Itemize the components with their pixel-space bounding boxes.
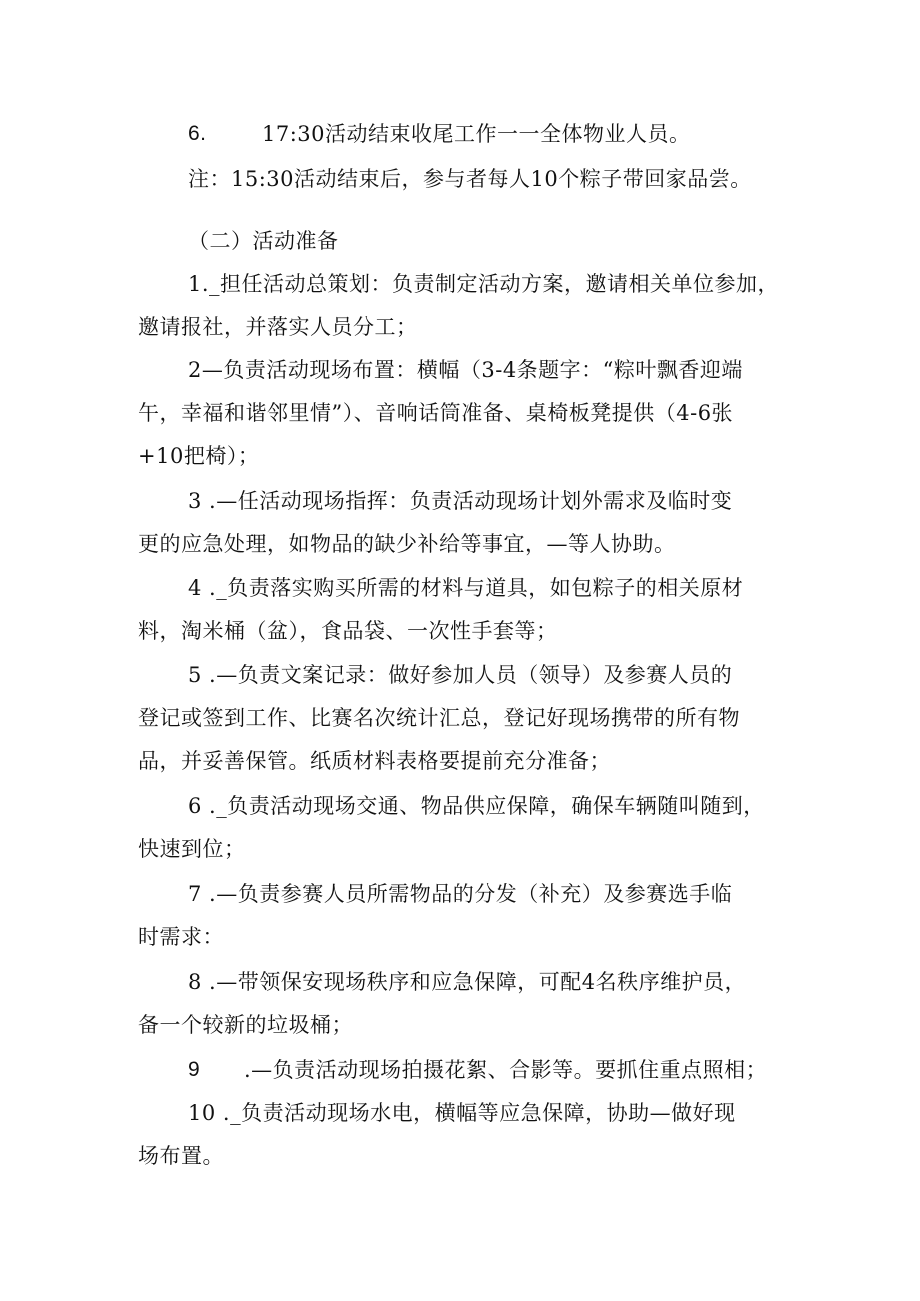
item-6-number: 6. bbox=[188, 122, 207, 145]
paragraph-3-line-1: 3 .—任活动现场指挥：负责活动现场计划外需求及临时变 bbox=[188, 489, 733, 513]
paragraph-7-line-2: 时需求： bbox=[138, 925, 224, 949]
paragraph-8-line-2: 备一个较新的垃圾桶； bbox=[138, 1013, 353, 1037]
paragraph-7-line-1: 7 .—负责参赛人员所需物品的分发（补充）及参赛选手临 bbox=[188, 882, 733, 906]
paragraph-10-line-2: 场布置。 bbox=[138, 1144, 224, 1168]
section-heading: （二）活动准备 bbox=[188, 229, 339, 253]
item-6-text: 17:30活动结束收尾工作一一全体物业人员。 bbox=[262, 122, 691, 146]
paragraph-5-line-2: 登记或签到工作、比赛名次统计汇总，登记好现场携带的所有物 bbox=[138, 706, 740, 730]
paragraph-10-line-1: 10 ._负责活动现场水电，横幅等应急保障，协助—做好现 bbox=[188, 1101, 736, 1125]
paragraph-2-line-2: 午，幸福和谐邻里情”）、音响话筒准备、桌椅板凳提供（4-6张 bbox=[138, 401, 734, 425]
paragraph-6-line-1: 6 ._负责活动现场交通、物品供应保障，确保车辆随叫随到， bbox=[188, 794, 765, 818]
paragraph-5-line-1: 5 .—负责文案记录：做好参加人员（领导）及参赛人员的 bbox=[188, 663, 733, 687]
note-line: 注：15:30活动结束后，参与者每人10个粽子带回家品尝。 bbox=[188, 167, 752, 191]
paragraph-2-line-3: +10把椅）； bbox=[138, 444, 260, 468]
paragraph-5-line-3: 品，并妥善保管。纸质材料表格要提前充分准备； bbox=[138, 749, 611, 773]
paragraph-4-line-1: 4 ._负责落实购买所需的材料与道具，如包粽子的相关原材 bbox=[188, 576, 744, 600]
paragraph-2-line-1: 2—负责活动现场布置：横幅（3-4条题字：“粽叶飘香迎端 bbox=[188, 358, 743, 382]
paragraph-8-line-1: 8 .—带领保安现场秩序和应急保障，可配4名秩序维护员， bbox=[188, 970, 747, 994]
paragraph-9-text: .—负责活动现场拍摄花絮、合影等。要抓住重点照相； bbox=[244, 1058, 768, 1082]
paragraph-3-line-2: 更的应急处理，如物品的缺少补给等事宜，—等人协助。 bbox=[138, 532, 676, 556]
paragraph-9-number: 9 bbox=[188, 1058, 201, 1081]
paragraph-1-line-2: 邀请报社，并落实人员分工； bbox=[138, 315, 418, 339]
paragraph-1-line-1: 1._担任活动总策划：负责制定活动方案，邀请相关单位参加， bbox=[188, 272, 780, 296]
paragraph-4-line-2: 料，淘米桶（盆），食品袋、一次性手套等； bbox=[138, 619, 558, 643]
paragraph-6-line-2: 快速到位； bbox=[138, 837, 246, 861]
